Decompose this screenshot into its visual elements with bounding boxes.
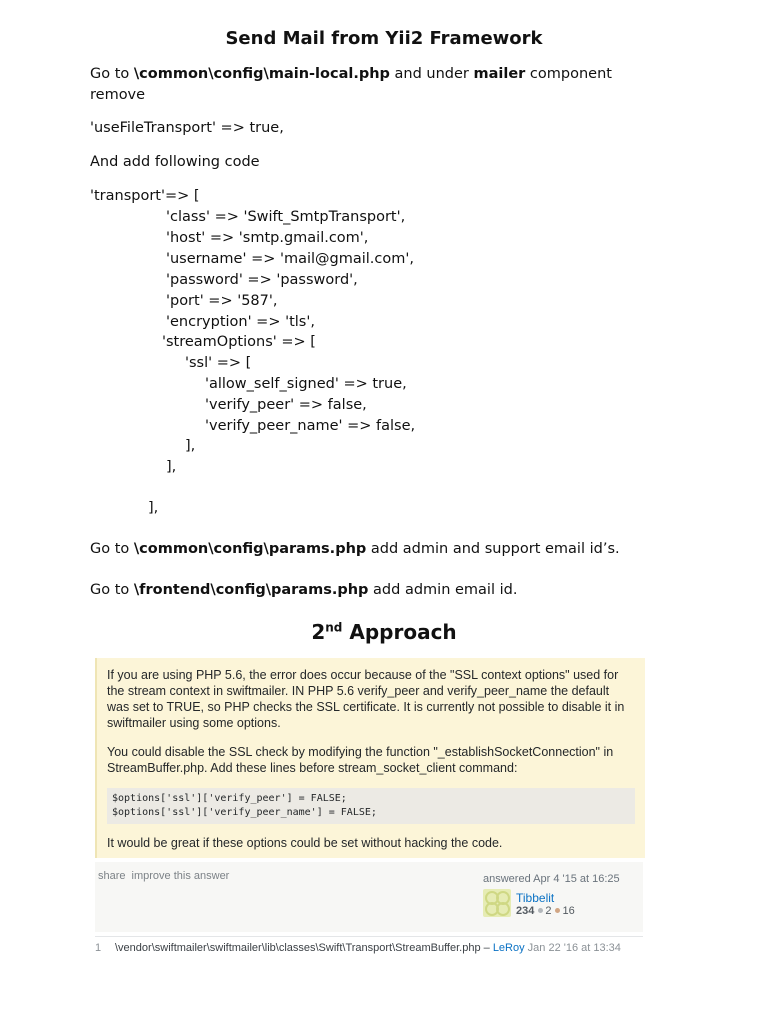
params-common-rest: add admin and support email id’s. bbox=[366, 541, 620, 557]
avatar-pattern bbox=[496, 902, 510, 916]
so-answer-paragraph-1: If you are using PHP 5.6, the error does occur because of the "SSL context options" used for the stream context in swiftmailer. IN PHP 5.6 verify_peer and verify_peer_name the default was set to TRUE, so PHP checks the SSL certificate. It is currently not possible to disable it in swiftmailer using some options. bbox=[107, 668, 625, 730]
intro-remove: remove bbox=[90, 87, 146, 103]
so-answer-paragraph-3: It would be great if these options could be set without hacking the code. bbox=[107, 836, 503, 850]
code-line: 'class' => 'Swift_SmtpTransport', bbox=[166, 209, 406, 225]
so-answer-paragraph-2: You could disable the SSL check by modifying the function "_establishSocketConnection" in StreamBuffer.php. Add these lines before stream_socket_client command: bbox=[107, 745, 614, 775]
params-frontend-rest: add admin email id. bbox=[368, 582, 518, 598]
code-line: 'port' => '587', bbox=[166, 293, 278, 309]
code-line: 'encryption' => 'tls', bbox=[166, 314, 315, 330]
so-code-line: $options['ssl']['verify_peer_name'] = FALSE; bbox=[112, 807, 377, 818]
code-line: 'username' => 'mail@gmail.com', bbox=[166, 251, 414, 267]
page-title: Send Mail from Yii2 Framework bbox=[225, 28, 543, 49]
user-name-link[interactable]: Tibbelit bbox=[516, 891, 555, 905]
user-reputation bbox=[516, 905, 575, 917]
post-menu bbox=[98, 870, 235, 882]
comment-text: \vendor\swiftmailer\swiftmailer\lib\classes\Swift\Transport\StreamBuffer.php – bbox=[115, 942, 493, 954]
comment-body bbox=[115, 942, 621, 954]
params-common-path: \common\config\params.php bbox=[133, 541, 367, 557]
code-line: ], bbox=[166, 459, 177, 475]
bronze-badge-icon bbox=[555, 908, 560, 913]
avatar[interactable] bbox=[483, 889, 511, 917]
main-local-path: \common\config\main-local.php bbox=[133, 66, 390, 82]
so-code-line: $options['ssl']['verify_peer'] = FALSE; bbox=[112, 793, 347, 804]
code-line: 'verify_peer_name' => false, bbox=[205, 418, 416, 434]
code-line: 'password' => 'password', bbox=[166, 272, 358, 288]
comment-row bbox=[95, 936, 643, 961]
code-line: 'streamOptions' => [ bbox=[162, 334, 316, 350]
params-common-paragraph bbox=[90, 539, 620, 560]
improve-answer-link[interactable]: improve this answer bbox=[131, 870, 230, 882]
remove-code-line: 'useFileTransport' => true, bbox=[90, 120, 284, 136]
intro-text-3: component bbox=[525, 66, 612, 82]
code-line: 'transport'=> [ bbox=[90, 188, 200, 204]
intro-text: Go to bbox=[90, 66, 134, 82]
so-answer-body bbox=[95, 658, 645, 858]
code-line: 'verify_peer' => false, bbox=[205, 397, 367, 413]
comment-author-link[interactable]: LeRoy bbox=[492, 942, 525, 954]
so-answer-meta bbox=[95, 862, 643, 932]
params-frontend-paragraph bbox=[90, 580, 517, 601]
answered-time: answered Apr 4 '15 at 16:25 bbox=[483, 873, 620, 885]
intro-paragraph bbox=[90, 64, 650, 106]
comment-score: 1 bbox=[95, 942, 102, 954]
reputation-score: 234 bbox=[516, 905, 535, 917]
approach-number: 2 bbox=[311, 620, 326, 644]
mailer-component: mailer bbox=[473, 66, 526, 82]
code-line: ], bbox=[185, 438, 196, 454]
intro-text-2: and under bbox=[389, 66, 474, 82]
params-frontend-path: \frontend\config\params.php bbox=[133, 582, 369, 598]
comment-date: Jan 22 '16 at 13:34 bbox=[524, 942, 621, 954]
approach-suffix: nd bbox=[325, 620, 343, 635]
share-link[interactable]: share bbox=[98, 870, 126, 882]
bronze-badge-count: 16 bbox=[562, 905, 575, 917]
params-frontend-text: Go to bbox=[90, 582, 134, 598]
code-line: ], bbox=[148, 500, 159, 516]
params-common-text: Go to bbox=[90, 541, 134, 557]
code-line: 'host' => 'smtp.gmail.com', bbox=[166, 230, 369, 246]
code-line: 'ssl' => [ bbox=[185, 355, 252, 371]
silver-badge-icon bbox=[538, 908, 543, 913]
silver-badge-count: 2 bbox=[545, 905, 552, 917]
add-following-text: And add following code bbox=[90, 154, 260, 170]
so-code-block bbox=[107, 788, 635, 824]
approach-word: Approach bbox=[342, 620, 457, 644]
approach-heading bbox=[0, 620, 768, 644]
code-line: 'allow_self_signed' => true, bbox=[205, 376, 407, 392]
